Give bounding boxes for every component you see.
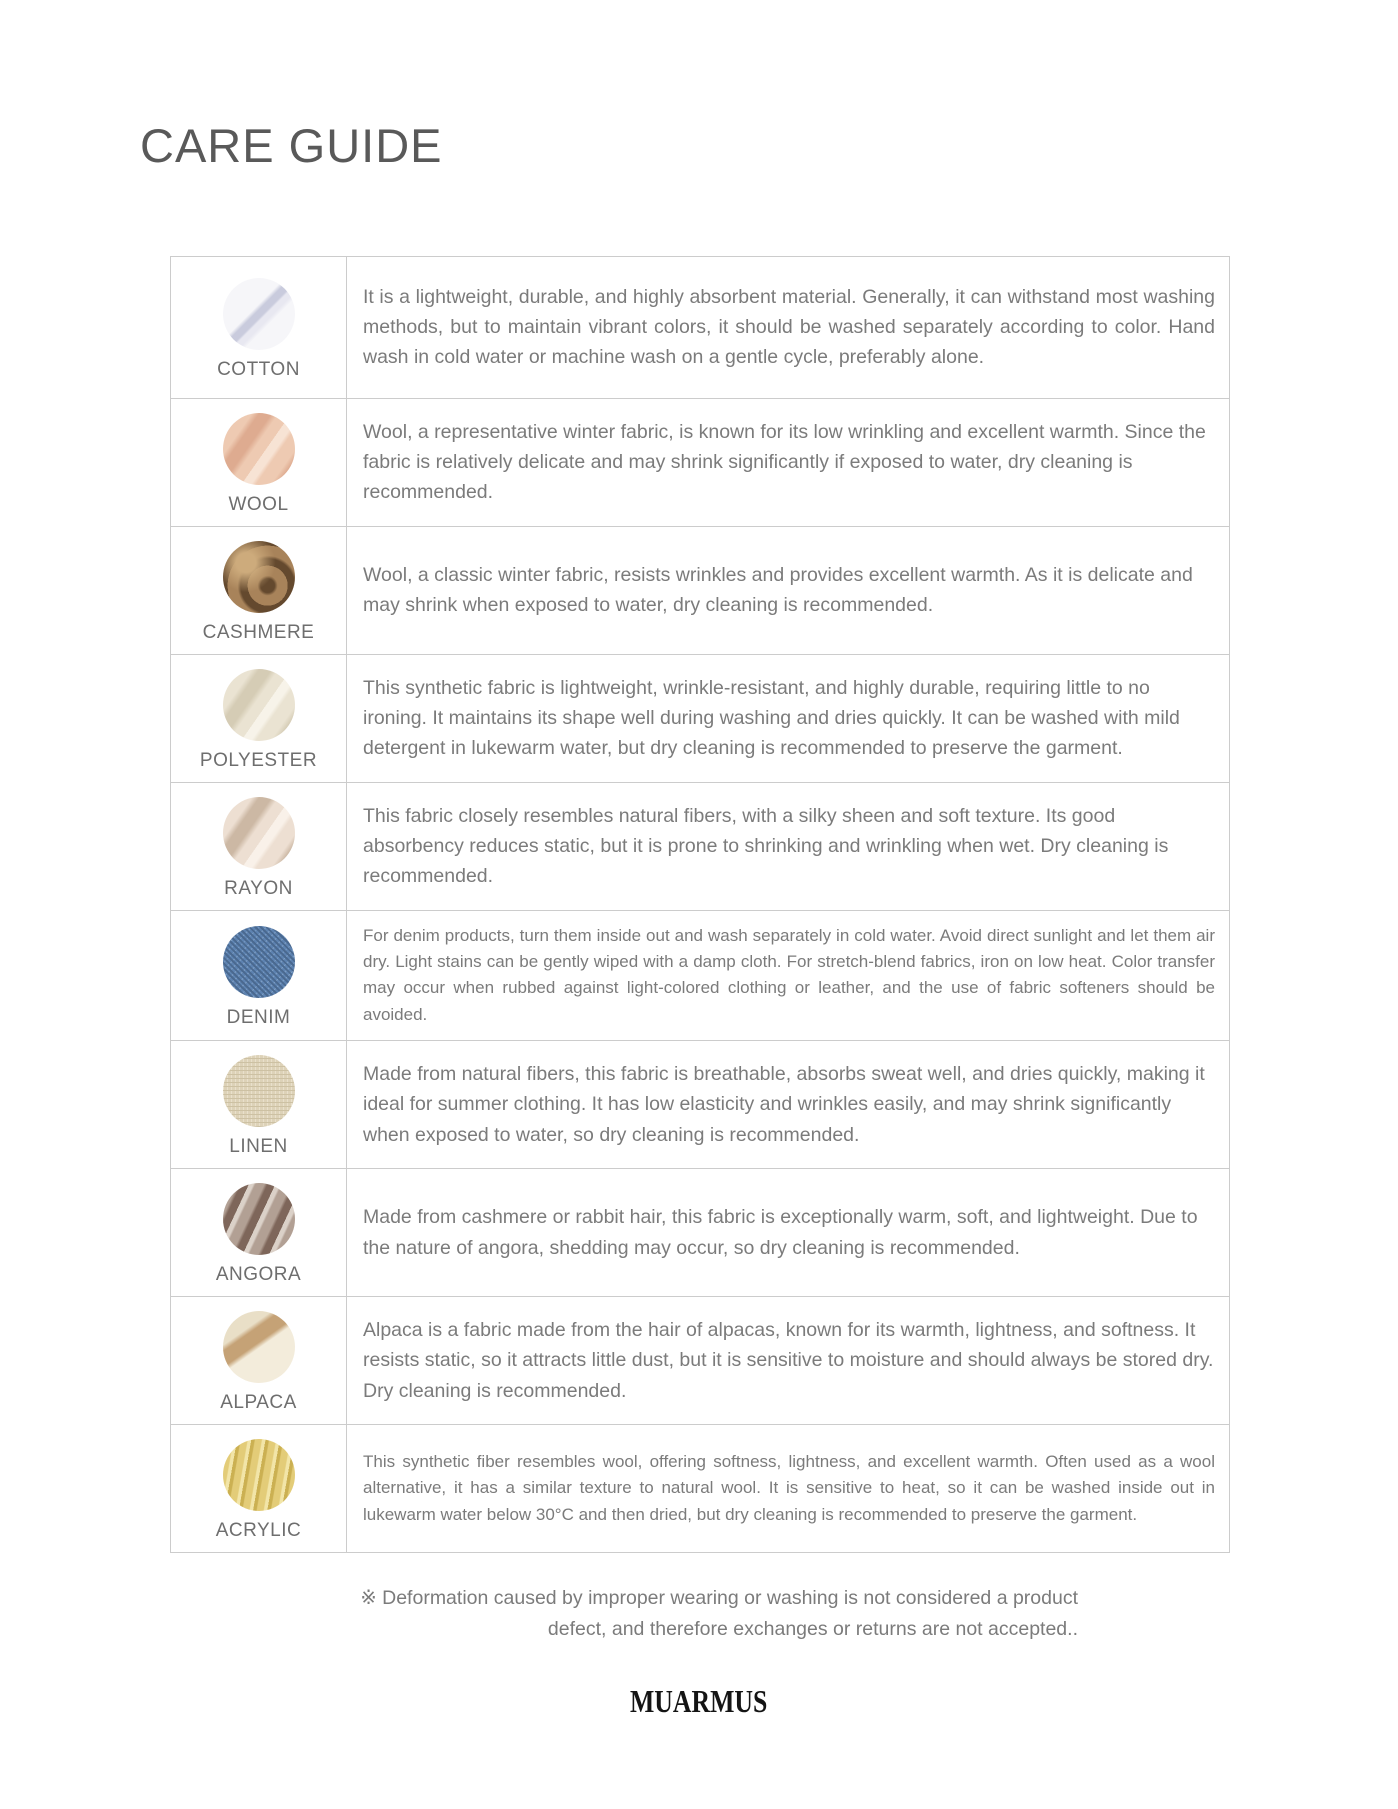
fabric-cell [171,1425,347,1553]
bottom-spacer [0,1719,1398,1809]
fabric-swatch-alpaca [223,1311,295,1383]
fabric-swatch-cashmere [223,541,295,613]
fabric-description: Alpaca is a fabric made from the hair of alpacas, known for its warmth, lightness, and softness. It resists static, so it attracts little dust, but it is sensitive to moisture and should always be stored dry. Dry cleaning is recommended. [347,1297,1230,1425]
fabric-swatch-wool [223,413,295,485]
brand-logo [0,1687,1398,1719]
fabric-cell [171,782,347,910]
fabric-cell [171,1297,347,1425]
footnote-line-2: defect, and therefore exchanges or returns are not accepted.. [547,1618,1078,1641]
fabric-swatch-linen [223,1055,295,1127]
fabric-description: This synthetic fabric is lightweight, wrinkle-resistant, and highly durable, requiring little to no ironing. It maintains its shape well during washing and dries quickly. It can be washed with mild detergent in lukewarm water, but dry cleaning is recommended to preserve the garment. [347,654,1230,782]
fabric-swatch-denim [223,926,295,998]
fabric-label: WOOL [228,493,289,515]
fabric-cell [171,910,347,1040]
care-guide-table [170,256,1230,1553]
fabric-swatch-cotton [223,278,295,350]
fabric-label: COTTON [217,358,300,380]
fabric-description: This synthetic fiber resembles wool, offering softness, lightness, and excellent warmth. Often used as a wool alternative, it has a similar texture to natural wool. It is sensitive to heat, so it can be washed inside out in lukewarm water below 30°C and then dried, but dry cleaning is recommended to preserve the garment. [347,1425,1230,1553]
fabric-description: This fabric closely resembles natural fibers, with a silky sheen and soft texture. Its good absorbency reduces static, but it is prone to shrinking and wrinkling when wet. Dry cleaning is recommended. [347,782,1230,910]
fabric-label: RAYON [224,877,293,899]
fabric-swatch-rayon [223,797,295,869]
fabric-description: Made from cashmere or rabbit hair, this fabric is exceptionally warm, soft, and lightweight. Due to the nature of angora, shedding may occur, so dry cleaning is recommended. [347,1169,1230,1297]
fabric-swatch-angora [223,1183,295,1255]
table-row-alpaca [171,1297,1230,1425]
footnote-line-1: ※ Deformation caused by improper wearing or washing is not considered a product [360,1587,1078,1610]
page-title: CARE GUIDE [140,119,443,172]
table-row-cotton [171,256,1230,398]
fabric-label: LINEN [229,1136,288,1158]
fabric-swatch-acrylic [223,1439,295,1511]
fabric-label: POLYESTER [199,749,318,771]
fabric-cell [171,398,347,526]
fabric-description: It is a lightweight, durable, and highly absorbent material. Generally, it can withstand most washing methods, but to maintain vibrant colors, it should be washed separately according to color. Hand wash in cold water or machine wash on a gentle cycle, preferably alone. [347,256,1230,398]
fabric-cell [171,1041,347,1169]
table-row-denim [171,910,1230,1040]
fabric-cell [171,526,347,654]
table-row-rayon [171,782,1230,910]
fabric-label: DENIM [226,1006,291,1028]
table-row-acrylic [171,1425,1230,1553]
fabric-swatch-polyester [223,669,295,741]
fabric-description: Wool, a representative winter fabric, is known for its low wrinkling and excellent warmth. Since the fabric is relatively delicate and may shrink significantly if exposed to water, dry cleaning is recommended. [347,398,1230,526]
fabric-cell [171,654,347,782]
table-row-angora [171,1169,1230,1297]
table-row-cashmere [171,526,1230,654]
table-row-linen [171,1041,1230,1169]
fabric-description: For denim products, turn them inside out and wash separately in cold water. Avoid direct sunlight and let them air dry. Light stains can be gently wiped with a damp cloth. For stretch-blend fabrics, iron on low heat. Color transfer may occur when rubbed against light-colored clothing or leather, and the use of fabric softeners should be avoided. [347,910,1230,1040]
table-row-wool [171,398,1230,526]
fabric-label: CASHMERE [202,621,315,643]
fabric-label: ANGORA [215,1264,302,1286]
table-row-polyester [171,654,1230,782]
fabric-label: ACRYLIC [215,1520,302,1542]
brand-logo-text: MUARMUS [630,1685,768,1721]
fabric-description: Made from natural fibers, this fabric is breathable, absorbs sweat well, and dries quickly, making it ideal for summer clothing. It has low elasticity and wrinkles easily, and may shrink significantly when exposed to water, so dry cleaning is recommended. [347,1041,1230,1169]
fabric-description: Wool, a classic winter fabric, resists wrinkles and provides excellent warmth. As it is delicate and may shrink when exposed to water, dry cleaning is recommended. [347,526,1230,654]
fabric-cell [171,256,347,398]
fabric-label: ALPACA [220,1392,297,1414]
fabric-cell [171,1169,347,1297]
footnote [170,1583,1078,1645]
